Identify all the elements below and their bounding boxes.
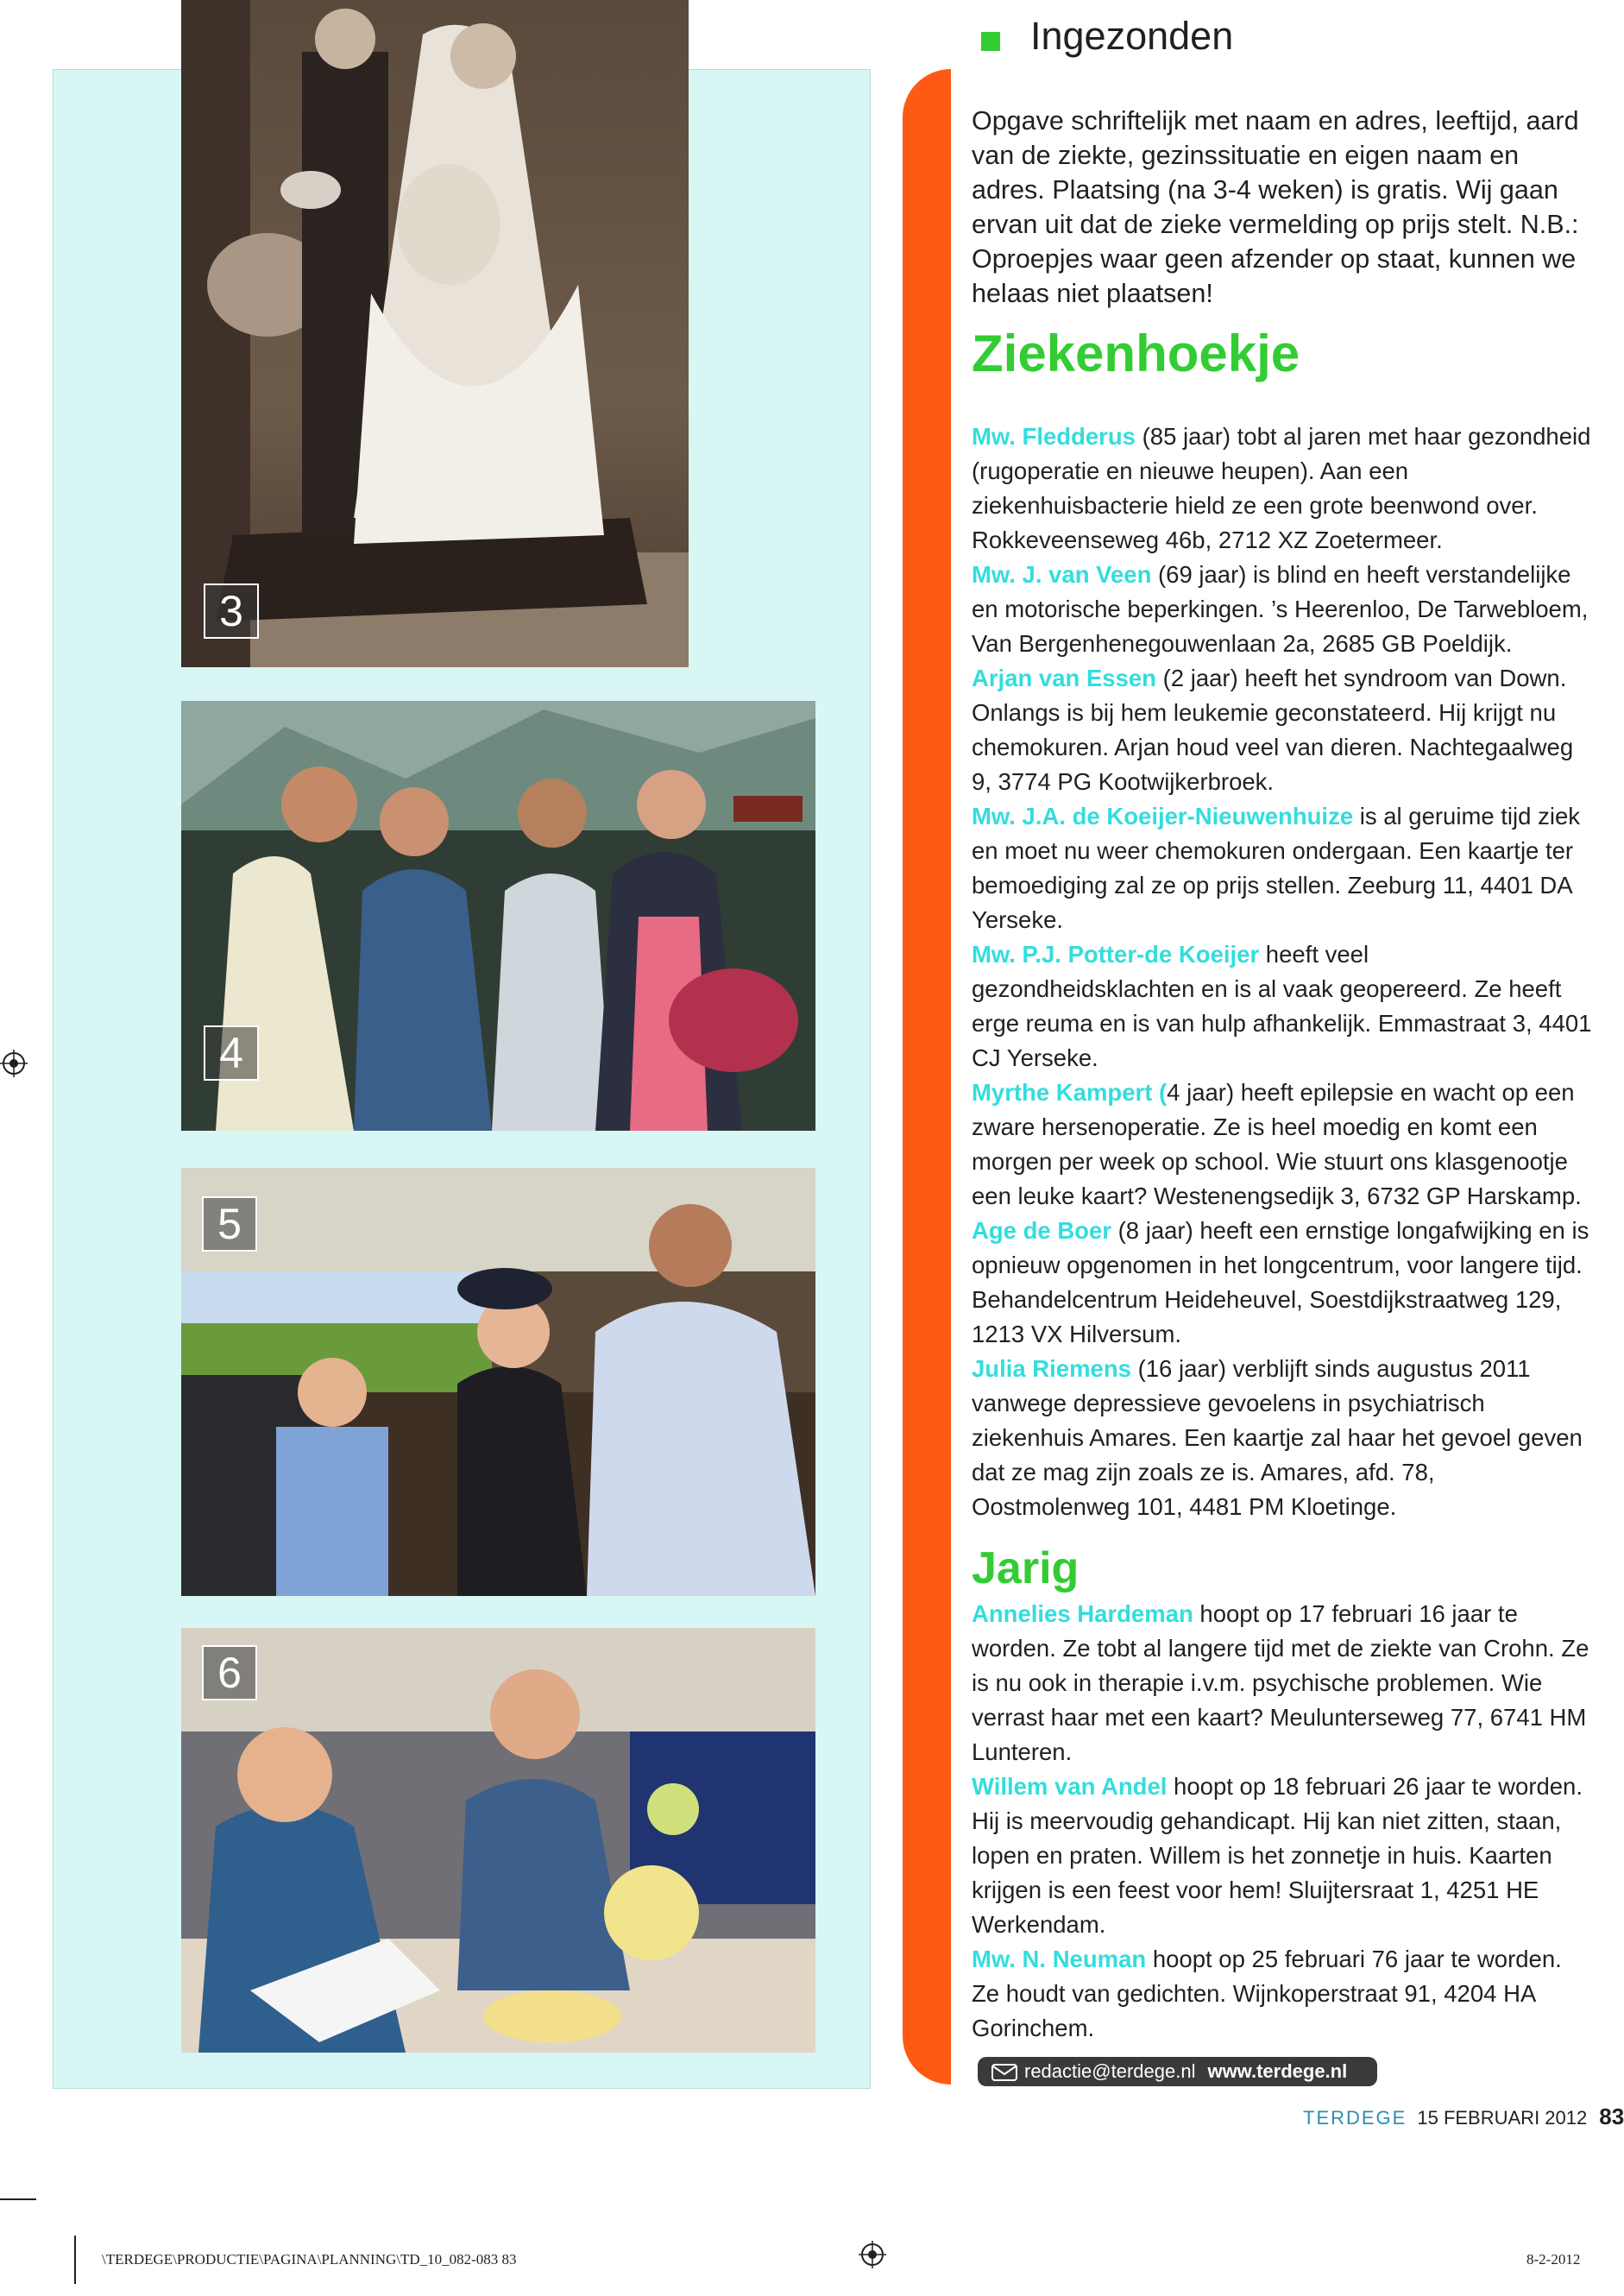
jarig-heading: Jarig: [972, 1543, 1080, 1593]
entry-text: (85 jaar) tobt al jaren met haar gezondheid (rugoperatie en nieuwe heupen). Aan een ziekenhuisbacterie hield ze een grote beenwond over. Rokkeveenseweg 46b, 2712 XZ Zoetermeer.: [972, 423, 1591, 553]
photo-number-4: 4: [204, 1025, 259, 1081]
jarig-entry: [972, 1597, 1593, 1769]
entry-name: Mw. N. Neuman: [972, 1946, 1147, 1972]
jarig-entry: [972, 1942, 1593, 2046]
ziekenhoekje-entry: [972, 661, 1593, 799]
crop-mark: [0, 2198, 36, 2200]
ziekenhoekje-entry: [972, 1075, 1593, 1214]
entry-text: is al geruime tijd ziek en moet nu weer chemokuren ondergaan. Een kaartje ter bemoediging zal ze op prijs stellen. Zeeburg 11, 4401 DA Yerseke.: [972, 803, 1580, 933]
photo-children: [181, 1628, 815, 2053]
contact-bar: [978, 2057, 1377, 2086]
entry-text: (69 jaar) is blind en heeft verstandelijke en motorische beperkingen. ’s Heerenloo, De Tarwebloem, Van Bergenhenegouwenlaan 2a, 2685 GB Poeldijk.: [972, 561, 1589, 657]
print-slug-date: 8-2-2012: [1526, 2251, 1581, 2268]
entry-name: Mw. Fledderus: [972, 423, 1136, 450]
mail-icon: [991, 2064, 1017, 2081]
issue-date: 15 FEBRUARI 2012: [1417, 2107, 1588, 2129]
intro-paragraph: Opgave schriftelijk met naam en adres, leeftijd, aard van de ziekte, gezinssituatie en eigen naam en adres. Plaatsing (na 3-4 weken) is gratis. Wij gaan ervan uit dat de zieke vermelding op prijs stelt. N.B.: Oproepjes waar geen afzender op staat, kunnen we helaas niet plaatsen!: [972, 106, 1579, 308]
entry-text: (16 jaar) verblijft sinds augustus 2011 vanwege depressieve gevoelens in psychiatrisch ziekenhuis Amares. Een kaartje zal haar het gevoel geven dat ze mag zijn zoals ze is. Amares, afd. 78, Oostmolenweg 101, 4481 PM Kloetinge.: [972, 1355, 1583, 1520]
entry-name: Julia Riemens: [972, 1355, 1131, 1382]
entry-text: hoopt op 25 februari 76 jaar te worden. Ze houdt van gedichten. Wijnkoperstraat 91, 4204 HA Gorinchem.: [972, 1946, 1562, 2041]
orange-accent-bar: [903, 69, 951, 2085]
jarig-entry: [972, 1769, 1593, 1942]
ziekenhoekje-entry: [972, 799, 1593, 937]
crop-mark: [74, 2236, 76, 2284]
page-section-title: Ingezonden: [1030, 14, 1234, 58]
page-footer: [1303, 2104, 1624, 2130]
entry-name: Willem van Andel: [972, 1773, 1168, 1800]
photo-number-6: 6: [202, 1645, 257, 1700]
entry-name: Arjan van Essen: [972, 665, 1156, 691]
ziekenhoekje-entry: [972, 1214, 1593, 1352]
ziekenhoekje-entry: [972, 419, 1593, 558]
entry-text: hoopt op 18 februari 26 jaar te worden. Hij is meervoudig gehandicapt. Hij kan niet zitten, staan, lopen en praten. Willem is het zonnetje in huis. Kaarten krijgen is een feest voor hem! Sluijtersraat 1, 4251 HE Werkendam.: [972, 1773, 1583, 1938]
photo-number-3: 3: [204, 583, 259, 639]
contact-email-link[interactable]: redactie@terdege.nl: [1024, 2060, 1196, 2082]
entry-name: Annelies Hardeman: [972, 1600, 1193, 1627]
ziekenhoekje-entry: [972, 558, 1593, 661]
photo-group: [181, 701, 815, 1131]
registration-mark-icon: [859, 2241, 886, 2268]
photo-wedding: [181, 0, 689, 667]
ziekenhoekje-heading: Ziekenhoekje: [972, 325, 1300, 382]
section-marker-icon: [981, 32, 1000, 51]
photo-number-5: 5: [202, 1196, 257, 1252]
entry-name: Mw. J.A. de Koeijer-Nieuwenhuize: [972, 803, 1354, 829]
print-slug-path: \TERDEGE\PRODUCTIE\PAGINA\PLANNING\TD_10_082-083 83: [102, 2251, 517, 2268]
entry-name: Mw. J. van Veen: [972, 561, 1152, 588]
entry-text: 4 jaar) heeft epilepsie en wacht op een zware hersenoperatie. Ze is heel moedig en komt een morgen per week op school. Wie stuurt ons klasgenootje een leuke kaart? Westenengsedijk 3, 6732 GP Harskamp.: [972, 1079, 1582, 1209]
entry-name: Myrthe Kampert (: [972, 1079, 1168, 1106]
entry-text: hoopt op 17 februari 16 jaar te worden. Ze tobt al langere tijd met de ziekte van Crohn. Ze is nu ook in therapie i.v.m. psychische problemen. Wie verrast haar met een kaart? Meulunterseweg 77, 6741 HM Lunteren.: [972, 1600, 1589, 1765]
magazine-name: TERDEGE: [1303, 2107, 1407, 2129]
entry-name: Mw. P.J. Potter-de Koeijer: [972, 941, 1260, 968]
contact-website-link[interactable]: www.terdege.nl: [1207, 2060, 1348, 2082]
entry-text: (2 jaar) heeft het syndroom van Down. Onlangs is bij hem leukemie geconstateerd. Hij krijgt nu chemokuren. Arjan houd veel van dieren. Nachtegaalweg 9, 3774 PG Kootwijkerbroek.: [972, 665, 1574, 795]
ziekenhoekje-entry: [972, 1352, 1593, 1524]
entry-text: heeft veel gezondheidsklachten en is al vaak geopereerd. Ze heeft erge reuma en is van hulp afhankelijk. Emmastraat 3, 4401 CJ Yerseke.: [972, 941, 1592, 1071]
ziekenhoekje-entry: [972, 937, 1593, 1075]
entry-name: Age de Boer: [972, 1217, 1111, 1244]
page-number: 83: [1599, 2104, 1624, 2129]
registration-mark-icon: [0, 1050, 28, 1077]
text-column: [972, 104, 1593, 2046]
entry-text: (8 jaar) heeft een ernstige longafwijking en is opnieuw opgenomen in het longcentrum, voor langere tijd. Behandelcentrum Heideheuvel, Soestdijkstraatweg 129, 1213 VX Hilversum.: [972, 1217, 1589, 1347]
photo-boat: [181, 1168, 815, 1596]
